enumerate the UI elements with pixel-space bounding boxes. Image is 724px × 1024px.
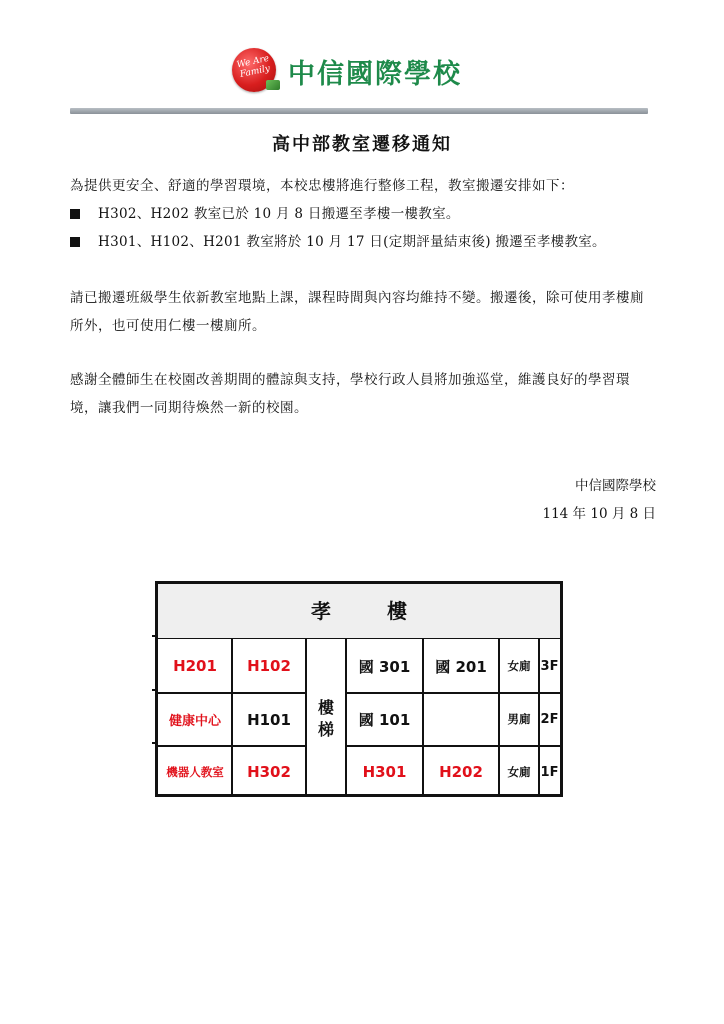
school-name: 中信國際學校	[288, 59, 462, 90]
room-cell: 國 301	[358, 657, 411, 676]
school-logo	[232, 48, 276, 92]
restroom-cell: 男廁	[507, 712, 531, 726]
room-cell: 國 201	[435, 657, 487, 676]
floor-label: 2F	[540, 712, 559, 727]
room-cell: H102	[247, 657, 291, 675]
header-divider	[70, 108, 648, 114]
stairs-cell: 樓梯	[317, 697, 334, 739]
floor-label: 1F	[540, 764, 559, 780]
list-item	[70, 228, 606, 256]
logo-leaf-icon	[266, 80, 280, 90]
thanks-paragraph: 感謝全體師生在校園改善期間的體諒與支持，學校行政人員將加強巡堂，維護良好的學習環境，讓我們一同期待煥然一新的校園。	[70, 372, 630, 416]
room-cell: 機器人教室	[166, 764, 224, 779]
room-cell: H101	[247, 710, 291, 729]
room-cell: H201	[173, 657, 217, 675]
restroom-cell: 女廁	[507, 764, 531, 779]
list-item-text: H302、H202 教室已於 10 月 8 日搬遷至孝樓一樓教室。	[98, 206, 460, 222]
room-cell: H202	[439, 763, 483, 781]
intro-paragraph: 為提供更安全、舒適的學習環境，本校忠樓將進行整修工程，教室搬遷安排如下：	[70, 178, 574, 194]
floor-label: 3F	[540, 658, 559, 674]
classes-paragraph: 請已搬遷班級學生依新教室地點上課，課程時間與內容均維持不變。搬遷後，除可使用孝樓廁所外，也可使用仁樓一樓廁所。	[70, 290, 644, 334]
signature: 中信國際學校	[575, 478, 656, 494]
room-cell: 國 101	[358, 711, 411, 729]
square-bullet-icon	[70, 209, 80, 219]
restroom-cell: 女廁	[507, 658, 531, 673]
school-header	[0, 40, 724, 100]
room-cell: H302	[247, 763, 291, 781]
building-name: 孝樓	[158, 584, 560, 639]
logo-text: We Are Family	[235, 53, 271, 80]
list-item	[70, 200, 460, 228]
room-cell: 健康中心	[168, 714, 221, 729]
room-cell	[423, 694, 499, 745]
notice-title: 高中部教室遷移通知	[272, 134, 452, 155]
floor-plan-table	[155, 581, 563, 797]
list-item-text: H301、H102、H201 教室將於 10 月 17 日(定期評量結束後) 搬遷至孝樓教室。	[98, 234, 606, 250]
notice-date: 114 年 10 月 8 日	[542, 506, 656, 522]
square-bullet-icon	[70, 237, 80, 247]
room-cell: H301	[362, 763, 407, 781]
